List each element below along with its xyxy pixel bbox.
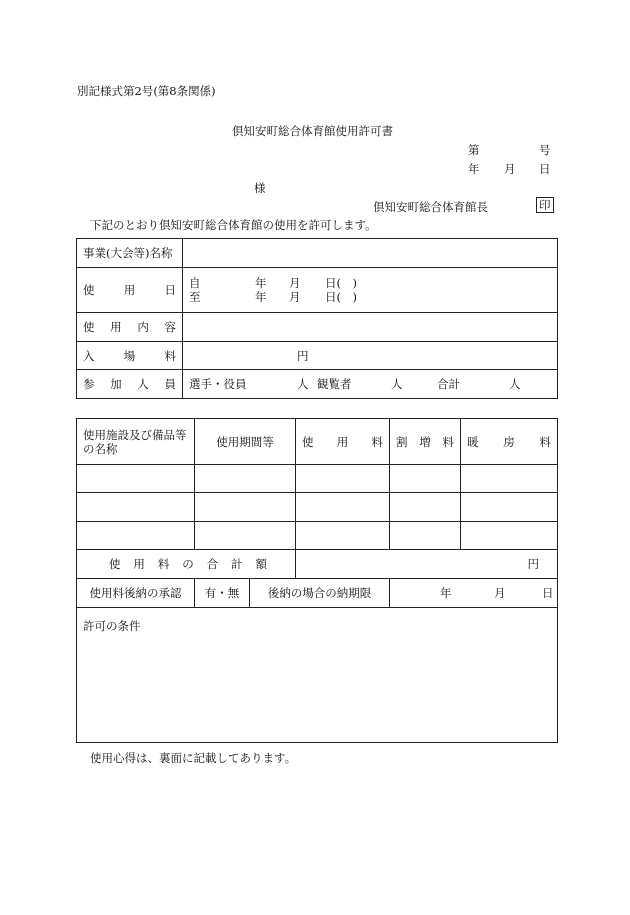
date-day: 日 — [539, 162, 551, 176]
event-name-label: 事業(大会等)名称 — [77, 239, 183, 268]
number-dai: 第 — [468, 143, 480, 157]
intro-text: 下記のとおり倶知安町総合体育館の使用を許可します。 — [90, 218, 377, 232]
seal-mark: 印 — [536, 197, 554, 213]
issuer-name: 倶知安町総合体育館長 — [373, 200, 488, 214]
table-row — [77, 465, 558, 493]
admission-value: 円 — [183, 342, 558, 370]
total-fee-row — [77, 550, 558, 579]
total-fee-value: 円 — [296, 550, 558, 579]
footer-note: 使用心得は、裏面に記載してあります。 — [90, 751, 297, 765]
document-title: 倶知安町総合体育館使用許可書 — [232, 124, 393, 138]
usage-info-table — [76, 238, 558, 399]
heating-header: 暖 房 料 — [461, 419, 558, 465]
fee-header: 使 用 料 — [296, 419, 390, 465]
fee-header-row — [77, 419, 558, 465]
deferred-row — [77, 579, 558, 608]
participants-value: 選手・役員 人 観覧者 人 合計 人 — [183, 370, 558, 399]
usage-date-row — [77, 268, 558, 313]
participants-row — [77, 370, 558, 399]
fee-table — [76, 418, 558, 743]
from-label: 自 — [189, 276, 201, 290]
usage-content-row — [77, 313, 558, 342]
event-name-value — [183, 239, 558, 268]
surcharge-header: 割 増 料 — [390, 419, 461, 465]
usage-date-label: 使 用 日 — [77, 268, 183, 313]
number-go: 号 — [539, 143, 551, 157]
table-row — [77, 522, 558, 550]
table-row — [77, 493, 558, 522]
form-number: 別記様式第2号(第8条関係) — [77, 84, 216, 98]
conditions-row — [77, 608, 558, 743]
to-label: 至 — [189, 290, 201, 304]
date-month: 月 — [504, 162, 516, 176]
deferred-deadline-label: 後納の場合の納期限 — [250, 579, 390, 608]
deferred-label: 使用料後納の承認 — [77, 579, 195, 608]
admission-label: 入 場 料 — [77, 342, 183, 370]
participants-label: 参 加 人 員 — [77, 370, 183, 399]
usage-content-label: 使 用 内 容 — [77, 313, 183, 342]
event-name-row — [77, 239, 558, 268]
conditions-label: 許可の条件 — [83, 619, 141, 633]
usage-date-value: 自 年 月 日( ) 至 年 月 日( ) — [183, 268, 558, 313]
yes-no-choice: 有・無 — [195, 579, 250, 608]
total-fee-label: 使 用 料 の 合 計 額 — [77, 550, 296, 579]
period-header: 使用期間等 — [195, 419, 296, 465]
conditions-cell — [77, 608, 558, 743]
usage-content-value — [183, 313, 558, 342]
deferred-deadline-value: 年 月 日 — [390, 579, 558, 608]
date-year: 年 — [468, 162, 480, 176]
addressee-sama: 様 — [254, 181, 266, 195]
admission-row — [77, 342, 558, 370]
facility-header: 使用施設及び備品等の名称 — [77, 419, 195, 465]
